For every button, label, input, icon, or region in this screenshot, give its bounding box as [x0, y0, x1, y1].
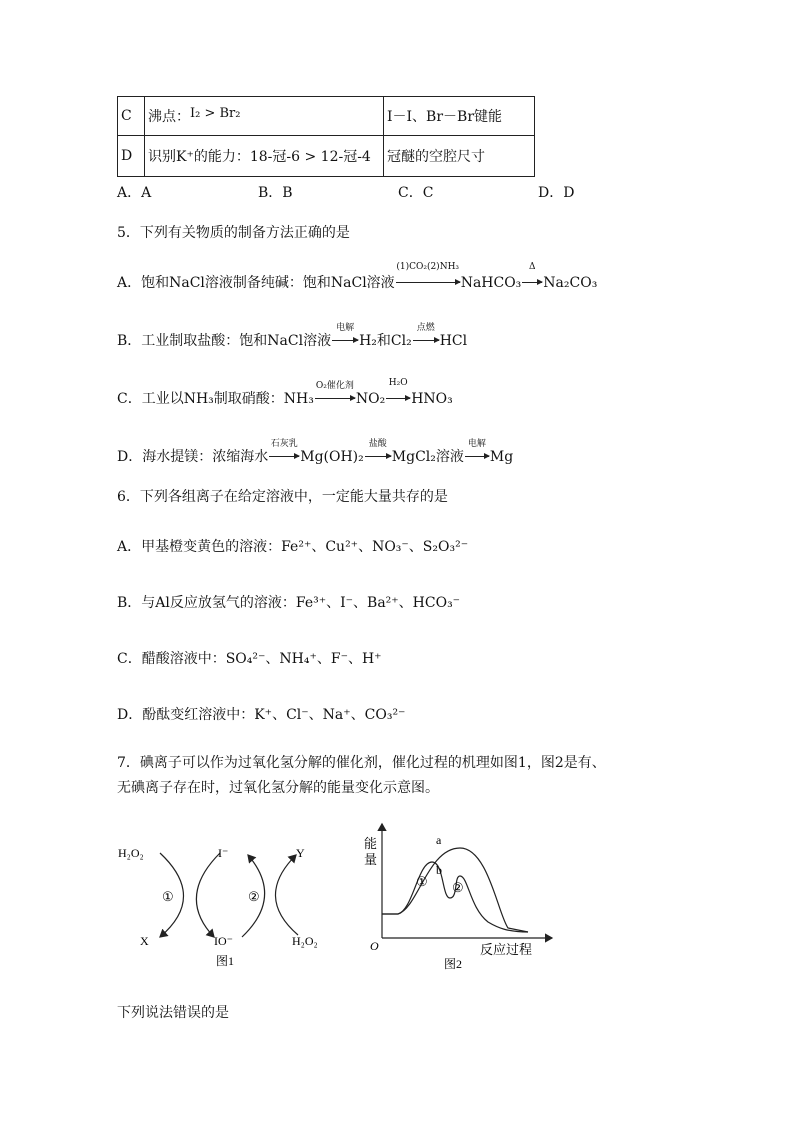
- row-reason: I－I、Br－Br键能: [384, 97, 535, 136]
- q4-option-c[interactable]: C．C: [398, 185, 434, 201]
- q5-option-b[interactable]: B．工业制取盐酸：饱和NaCl溶液 电解 H₂和Cl₂ 点燃 HCl: [117, 323, 468, 349]
- label-h2o2-right: H₂O₂: [292, 934, 318, 948]
- row-reason: 冠醚的空腔尺寸: [384, 136, 535, 177]
- q6-option-a[interactable]: A．甲基橙变黄色的溶液：Fe²⁺、Cu²⁺、NO₃⁻、S₂O₃²⁻: [117, 539, 469, 555]
- q7-stem-line2: 无碘离子存在时，过氧化氢分解的能量变化示意图。: [117, 780, 439, 796]
- label-h2o2-left: H₂O₂: [118, 846, 144, 860]
- figure-2-energy-diagram: [358, 818, 558, 976]
- table-row: [118, 97, 535, 136]
- figure-1-caption: 图1: [216, 954, 235, 968]
- q6-stem: 6．下列各组离子在给定溶液中，一定能大量共存的是: [117, 489, 448, 505]
- peak-1-label: ①: [416, 874, 428, 889]
- q7-stem-line1: 7．碘离子可以作为过氧化氢分解的催化剂，催化过程的机理如图1，图2是有、: [117, 755, 606, 771]
- reaction-arrow: O₂催化剂: [315, 391, 355, 407]
- row-letter: D: [118, 136, 145, 177]
- q4-option-a[interactable]: A．A: [117, 185, 152, 201]
- label-io-minus: IO⁻: [214, 934, 233, 948]
- q5-stem: 5．下列有关物质的制备方法正确的是: [117, 225, 350, 241]
- reaction-arrow: 电解: [465, 449, 489, 465]
- arc-h2o2-to-y: [275, 855, 298, 935]
- q6-option-c[interactable]: C．醋酸溶液中：SO₄²⁻、NH₄⁺、F⁻、H⁺: [117, 651, 382, 667]
- label-y: Y: [296, 846, 305, 860]
- label-step-1: ①: [162, 889, 174, 904]
- reaction-arrow: 点燃: [413, 333, 439, 349]
- label-x: X: [140, 934, 149, 948]
- reaction-arrow: Δ: [522, 275, 542, 291]
- q5-option-d[interactable]: D．海水提镁：浓缩海水 石灰乳 Mg(OH)₂ 盐酸 MgCl₂溶液 电解 Mg: [117, 439, 514, 465]
- q5-option-a[interactable]: A．饱和NaCl溶液制备纯碱：饱和NaCl溶液 (1)CO₂(2)NH₃ NaHCO₃ Δ Na₂CO₃: [117, 262, 598, 291]
- peak-2-label: ②: [452, 880, 464, 895]
- table-row: [118, 136, 535, 177]
- label-step-2: ②: [248, 889, 260, 904]
- curve-a-label: a: [436, 833, 442, 847]
- comparison-table: [117, 96, 535, 177]
- q4-option-d[interactable]: D．D: [538, 185, 575, 201]
- origin-label: O: [370, 939, 379, 953]
- reaction-arrow: 电解: [332, 333, 358, 349]
- curve-b: [382, 862, 528, 932]
- row-statement: 沸点：I₂ > Br₂: [145, 97, 384, 136]
- q5-option-c[interactable]: C．工业以NH₃制取硝酸：NH₃ O₂催化剂 NO₂ H₂O HNO₃: [117, 378, 453, 407]
- y-label-1: 能: [364, 836, 378, 851]
- reaction-arrow: H₂O: [386, 391, 410, 407]
- reaction-arrow: 石灰乳: [269, 449, 299, 465]
- row-statement: 识别K⁺的能力：18-冠-6 > 12-冠-4: [145, 136, 384, 177]
- q6-option-b[interactable]: B．与Al反应放氢气的溶液：Fe³⁺、I⁻、Ba²⁺、HCO₃⁻: [117, 595, 461, 611]
- q4-option-b[interactable]: B．B: [258, 185, 293, 201]
- label-i-minus: I⁻: [218, 846, 229, 860]
- reaction-arrow: 盐酸: [365, 449, 391, 465]
- curve-b-label: b: [436, 863, 442, 877]
- q7-question: 下列说法错误的是: [117, 1005, 229, 1021]
- x-axis-label: 反应过程: [480, 942, 533, 957]
- row-letter: C: [118, 97, 145, 136]
- figure-2-caption: 图2: [444, 957, 463, 971]
- figure-1-mechanism: [112, 835, 342, 975]
- reaction-arrow: (1)CO₂(2)NH₃: [396, 275, 460, 291]
- y-label-2: 量: [364, 852, 378, 867]
- q6-option-d[interactable]: D．酚酞变红溶液中：K⁺、Cl⁻、Na⁺、CO₃²⁻: [117, 707, 406, 723]
- arc-i-to-io: [196, 853, 220, 937]
